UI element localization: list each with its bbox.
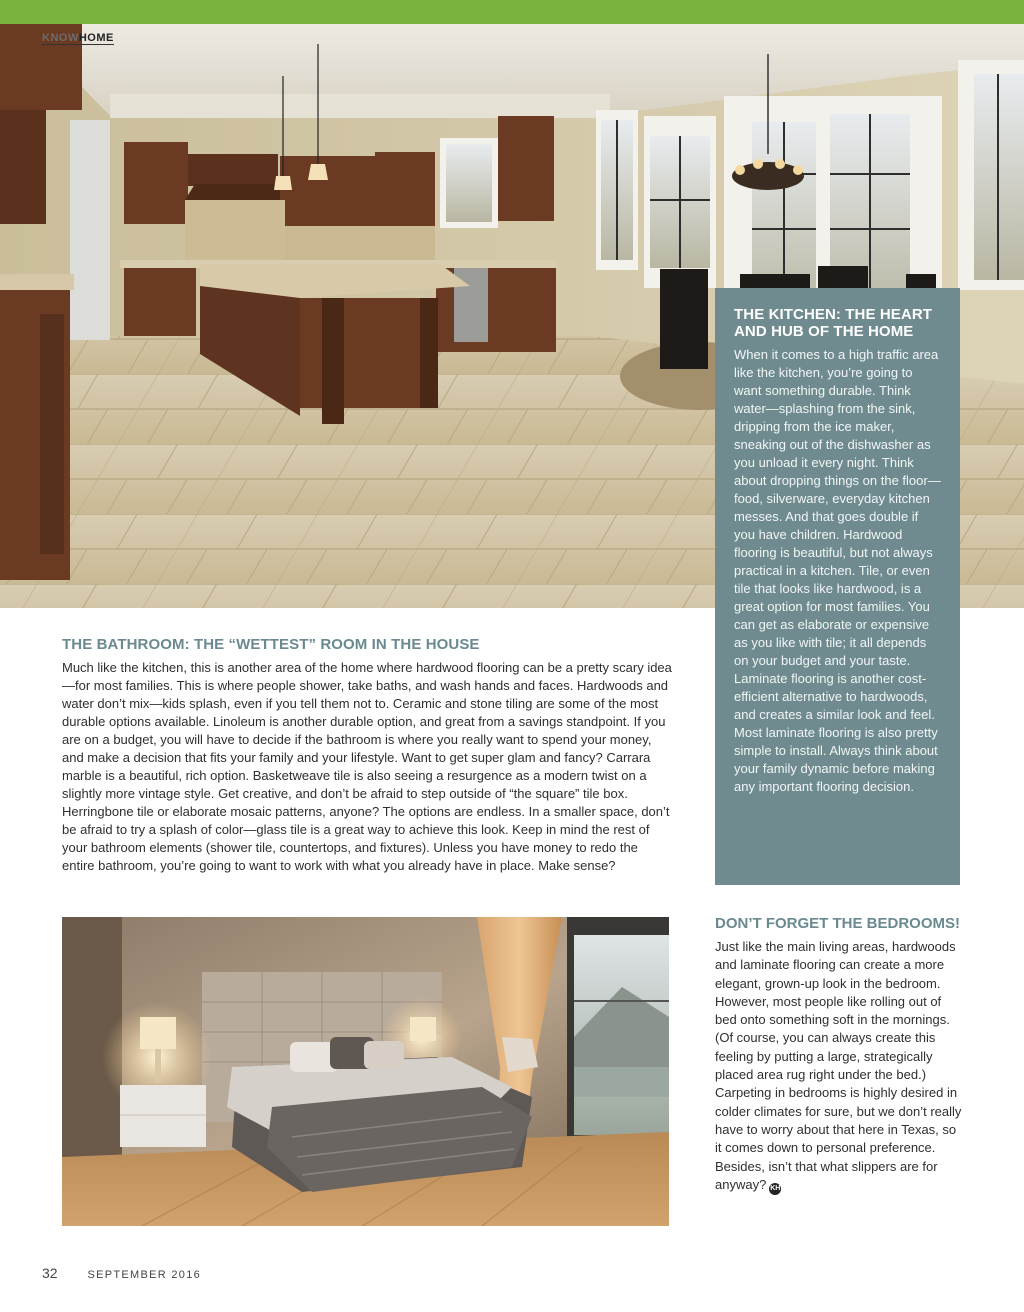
section-tag xyxy=(42,32,114,45)
kitchen-sidebar xyxy=(715,288,960,885)
top-color-bar xyxy=(0,0,1024,24)
section-tag-know: KNOW xyxy=(42,32,79,44)
bedrooms-section xyxy=(715,914,965,1195)
bedroom-photo-icon xyxy=(62,917,669,1226)
bathroom-section xyxy=(62,636,672,875)
bathroom-heading: THE BATHROOM: THE “WETTEST” ROOM IN THE HOUSE xyxy=(62,636,480,653)
bedrooms-body xyxy=(715,938,965,1195)
issue-date: SEPTEMBER 2016 xyxy=(87,1269,202,1281)
page-footer xyxy=(42,1265,201,1281)
kitchen-body: When it comes to a high traffic area like the kitchen, you’re going to want something durable. Think water—splashing from the sink, dripping from the ice maker, sneaking out of the dishwasher as you unload it every night. Think about dropping things on the floor—food, silverware, everyday kitchen messes. And that goes double if you have children. Hardwood flooring is beautiful, but not always practical in a kitchen. Tile, or even tile that looks like hardwood, is a great option for most families. You can get as elaborate or expensive as you like with tile; it all depends on your budget and your taste. Laminate flooring is another cost-efficient alternative to hardwoods, and creates a similar look and feel. Most laminate flooring is also pretty simple to install. Always think about your family dynamic before making any important flooring decision. xyxy=(734,347,941,794)
bedrooms-heading: DON’T FORGET THE BEDROOMS! xyxy=(715,915,960,932)
section-tag-home: HOME xyxy=(78,32,114,44)
bathroom-body: Much like the kitchen, this is another area of the home where hardwood flooring can be a pretty scary idea—for most families. This is where people shower, take baths, and wash hands and faces. Hardwoods and water don’t mix—kids splash, even if you tell them not to. Ceramic and stone tiling are some of the most durable options available. Linoleum is another durable option, and great from a savings standpoint. If you are on a budget, you will have to decide if the bathroom is where you really want to spend your money, and make a decision that fits your family and your lifestyle. Want to get super glam and fancy? Carrara marble is a beautiful, rich option. Basketweave tile is also seeing a resurgence as a modern twist on a slightly more vintage style. Get creative, and don’t be afraid to step outside of “the square” tile box. Herringbone tile or elaborate mosaic patterns, anyone? The options are endless. In a smaller space, don’t be afraid to try a splash of color—glass tile is a great way to achieve this look. Keep in mind the rest of your bathroom elements (shower tile, countertops, and fixtures). Unless you have money to redo the entire bathroom, you’re going to want to work with what you already have in place. Make sense? xyxy=(62,660,672,873)
page-number: 32 xyxy=(42,1265,58,1281)
end-mark-icon: KH xyxy=(769,1183,781,1195)
kitchen-heading: THE KITCHEN: THE HEART AND HUB OF THE HOME xyxy=(734,306,933,340)
bedrooms-body-text: Just like the main living areas, hardwoods and laminate flooring can create a more elegant, grown-up look in the bedroom. However, most people like rolling out of bed onto something soft in the mornings. (Of course, you can always create this feeling by putting a large, strategically placed area rug right under the bed.) Carpeting in bedrooms is highly desired in colder climates for sure, but we don’t really have to worry about that here in Texas, so it comes down to personal preference. Besides, isn’t that what slippers are for anyway? xyxy=(715,939,962,1192)
